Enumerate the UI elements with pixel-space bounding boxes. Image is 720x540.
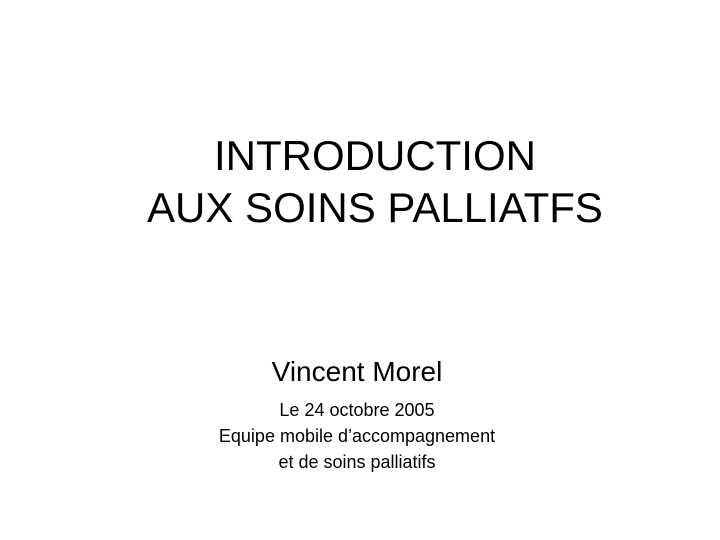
team-name-line-2: et de soins palliatifs: [278, 452, 436, 472]
slide-title: [0, 130, 720, 234]
author-name: Vincent Morel: [271, 356, 443, 387]
presentation-date: Le 24 octobre 2005: [279, 400, 435, 420]
presentation-details: [0, 397, 714, 475]
slide-title-line-2: AUX SOINS PALLIATFS: [147, 184, 603, 231]
team-name-line-1: Equipe mobile d’accompagnement: [218, 426, 496, 446]
slide-title-line-1: INTRODUCTION: [214, 132, 536, 179]
